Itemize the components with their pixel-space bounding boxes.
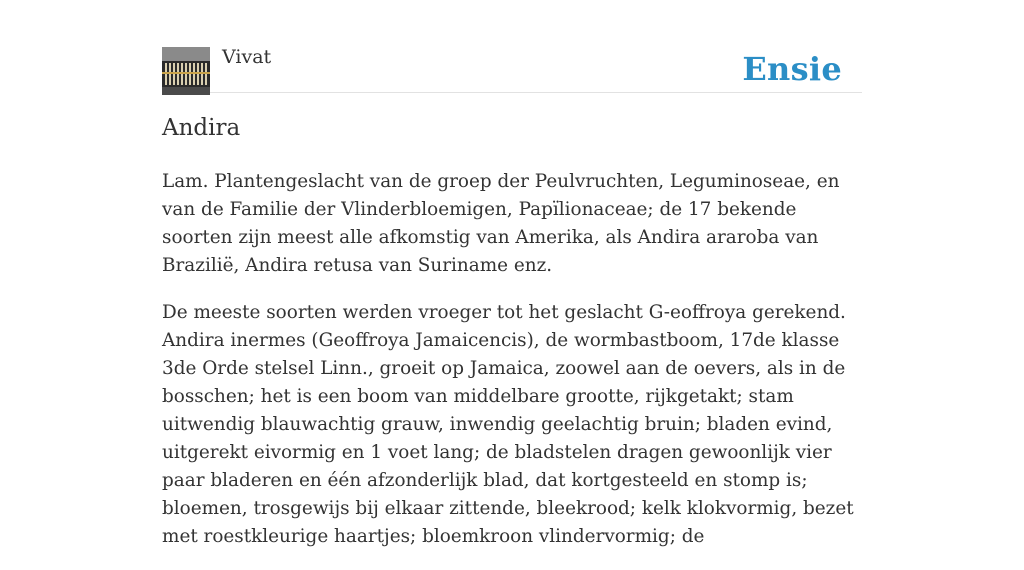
article-paragraph: De meeste soorten werden vroeger tot het geslacht G-eoffroya gerekend. Andira inermes (Geoffroya Jamaicencis), de wormbastboom, 17de klasse 3de Orde stelsel Linn., groeit op Jamaica, zoowel aan de oevers, als in de bosschen; het is een boom van middelbare grootte, rijkgetakt; stam uitwendig blauwachtig grauw, inwendig geelachtig bruin; bladen evind, uitgerekt eivormig en 1 voet lang; de bladstelen dragen gewoonlijk vier paar bladeren en één afzonderlijk blad, dat kortgesteeld en stomp is; bloemen, trosgewijs bij elkaar zittende, bleekrood; kelk klokvormig, bezet met roestkleurige haartjes; bloemkroon vlindervormig; de: [162, 302, 854, 547]
brand-logo[interactable]: Ensie: [742, 50, 842, 88]
bookshelf-avatar-icon: [162, 47, 210, 95]
article-paragraph: Lam. Plantengeslacht van de groep der Peulvruchten, Leguminoseae, en van de Familie der Vlinderbloemigen, Papïlionaceae; de 17 bekende soorten zijn meest alle afkomstig van Amerika, als Andira araroba van Brazilië, Andira retusa van Suriname enz.: [162, 171, 840, 276]
source-name[interactable]: Vivat: [222, 46, 272, 68]
source-avatar[interactable]: [162, 47, 210, 95]
header: [162, 0, 862, 93]
page-container: [162, 0, 862, 547]
article-body: [162, 168, 862, 570]
page-title: Andira: [162, 115, 241, 141]
